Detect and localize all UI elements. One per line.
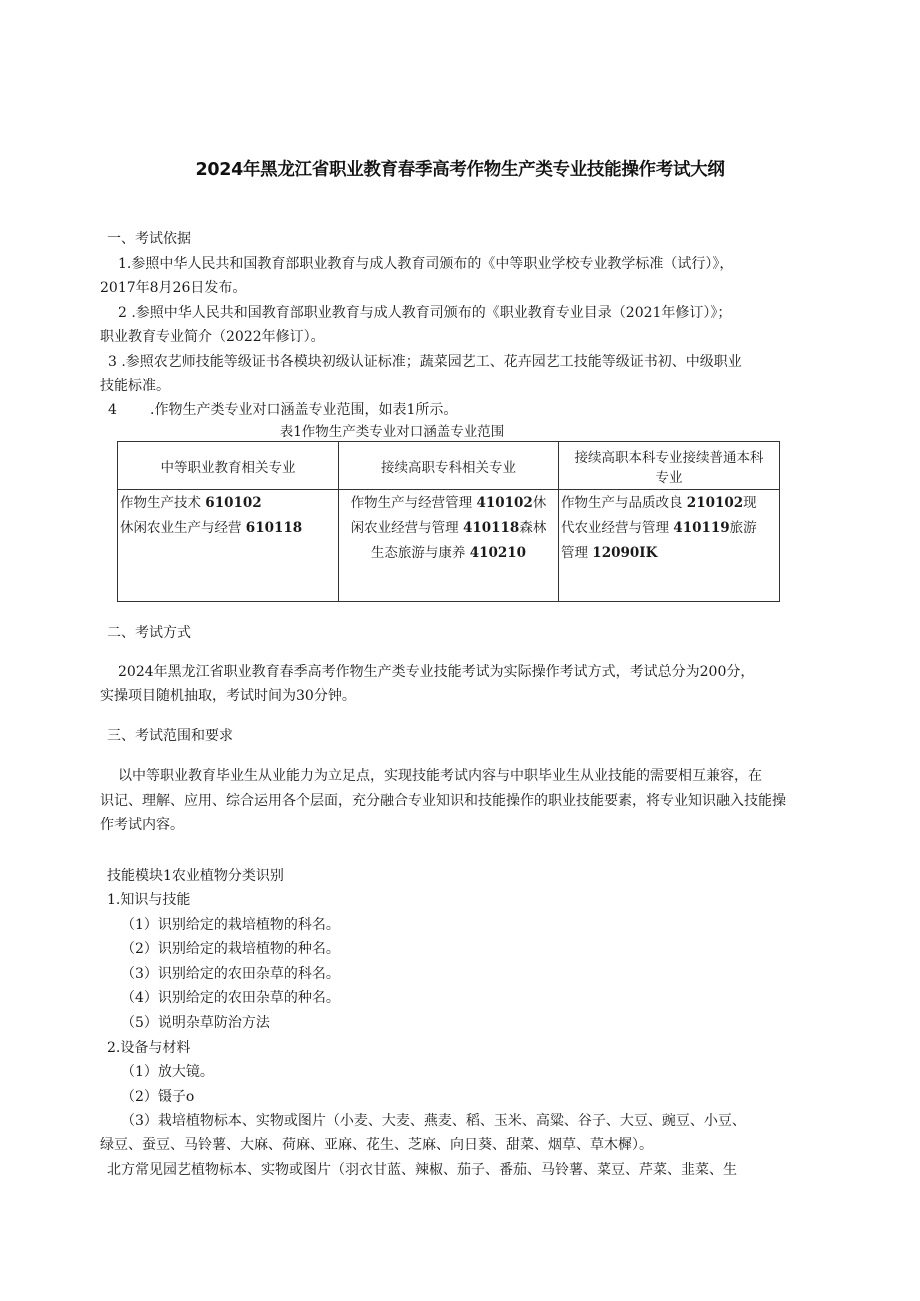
table-cell-undergraduate: [559, 490, 780, 602]
table-header-secondary-vocational: 中等职业教育相关专业: [118, 442, 339, 490]
knowledge-heading: 1.知识与技能: [107, 892, 191, 908]
table-row: [118, 490, 780, 602]
document-title: 2024年黑龙江省职业教育春季高考作物生产类专业技能操作考试大纲: [195, 160, 725, 180]
table-header-higher-vocational: 接续高职专科相关专业: [339, 442, 559, 490]
table-caption: 表1作物生产类专业对口涵盖专业范围: [279, 424, 505, 440]
cell-line: [341, 491, 556, 516]
equipment-item: （3）栽培植物标本、实物或图片（小麦、大麦、燕麦、稻、玉米、高粱、谷子、大豆、豌豆、小豆、: [121, 1113, 746, 1129]
cell-line: [341, 541, 556, 566]
major-code: 210102: [686, 495, 744, 511]
major-code: 410210: [469, 545, 527, 561]
scope-para-line2: 识记、理解、应用、综合运用各个层面，充分融合专业知识和技能操作的职业技能要素，将专业知识融入技能操: [100, 793, 786, 809]
cell-line: [561, 491, 777, 516]
table-header-undergraduate: [559, 442, 780, 490]
major-code: 610118: [245, 520, 303, 536]
major-name: 作物生产技术: [120, 495, 201, 511]
equipment-heading: 2.设备与材料: [107, 1040, 191, 1056]
module1-title: 技能模块1农业植物分类识别: [107, 868, 284, 884]
knowledge-item: （1）识别给定的栽培植物的科名。: [121, 917, 340, 933]
exam-method-line2: 实操项目随机抽取，考试时间为30分钟。: [100, 688, 356, 704]
cell-line: [341, 516, 556, 541]
section2-heading: 二、考试方式: [107, 625, 191, 641]
major-code: 410102: [476, 495, 533, 511]
cell-line: [561, 541, 777, 566]
basis-item1-line1: 1.参照中华人民共和国教育部职业教育与成人教育司颁布的《中等职业学校专业教学标准（试行）》，: [118, 256, 734, 272]
section3-heading: 三、考试范围和要求: [107, 728, 233, 744]
major-name: 作物生产与品质改良: [561, 495, 683, 511]
major-name: 管理: [561, 545, 588, 561]
equipment-item-continued: 绿豆、蚕豆、马铃薯、大麻、荷麻、亚麻、花生、芝麻、向日葵、甜菜、烟草、草木樨）。: [100, 1137, 653, 1153]
header3-line1: 接续高职本科专业接续普通本科: [574, 449, 764, 466]
table-header-row: [118, 442, 780, 490]
major-name: 作物生产与经营管理: [350, 495, 473, 511]
basis-item3-line2: 技能标准。: [100, 378, 170, 394]
major-code: 410118: [462, 520, 520, 536]
basis-item2-line1: 2 .参照中华人民共和国教育部职业教育与成人教育司颁布的《职业教育专业目录（2021年修订）》；: [118, 305, 732, 321]
knowledge-item: （5）说明杂草防治方法: [121, 1015, 270, 1031]
table-cell-secondary: [118, 490, 339, 602]
major-name: 代农业经营与管理: [561, 520, 669, 536]
major-code: 410119: [673, 520, 730, 536]
knowledge-item: （4）识别给定的农田杂草的种名。: [121, 990, 340, 1006]
major-name: 休闲农业生产与经营: [120, 520, 242, 536]
major-name-fragment: 旅游: [729, 520, 757, 536]
equipment-item: 北方常见园艺植物标本、实物或图片（羽衣甘蓝、辣椒、茄子、番茄、马铃薯、菜豆、芹菜、韭菜、生: [107, 1162, 737, 1178]
cell-line: [120, 491, 336, 516]
header3-line2: 专业: [655, 469, 683, 486]
knowledge-item: （3）识别给定的农田杂草的科名。: [121, 966, 340, 982]
basis-item4-text: .作物生产类专业对口涵盖专业范围，如表1所示。: [150, 402, 458, 418]
major-name-fragment: 休: [532, 495, 547, 511]
basis-item3-line1: 3 .参照农艺师技能等级证书各模块初级认证标准；蔬菜园艺工、花卉园艺工技能等级证书初、中级职业: [108, 354, 742, 370]
scope-para-line1: 以中等职业教育毕业生从业能力为立足点，实现技能考试内容与中职毕业生从业技能的需要相互兼容，在: [118, 768, 762, 784]
major-name-fragment: 现: [743, 495, 757, 511]
basis-item2-line2: 职业教育专业简介（2022年修订）。: [100, 329, 325, 345]
equipment-item: （1）放大镜。: [121, 1064, 214, 1080]
knowledge-item: （2）识别给定的栽培植物的种名。: [121, 941, 340, 957]
cell-line: [120, 516, 336, 541]
table-cell-higher: [339, 490, 559, 602]
major-code: 610102: [205, 495, 262, 511]
section1-heading: 一、考试依据: [107, 231, 191, 247]
equipment-item: （2）镊子o: [121, 1089, 195, 1105]
major-name: 生态旅游与康养: [370, 545, 466, 561]
basis-item1-line2: 2017年8月26日发布。: [100, 280, 247, 296]
basis-item4-number: 4: [108, 402, 117, 418]
major-name-fragment: 森林: [519, 520, 547, 536]
major-name: 闲农业经营与管理: [350, 520, 459, 536]
major-code: 12090IK: [592, 545, 658, 561]
scope-para-line3: 作考试内容。: [100, 817, 184, 833]
cell-line: [561, 516, 777, 541]
exam-method-line1: 2024年黑龙江省职业教育春季高考作物生产类专业技能考试为实际操作考试方式，考试总分为200分，: [118, 664, 755, 680]
major-scope-table: [117, 441, 780, 602]
